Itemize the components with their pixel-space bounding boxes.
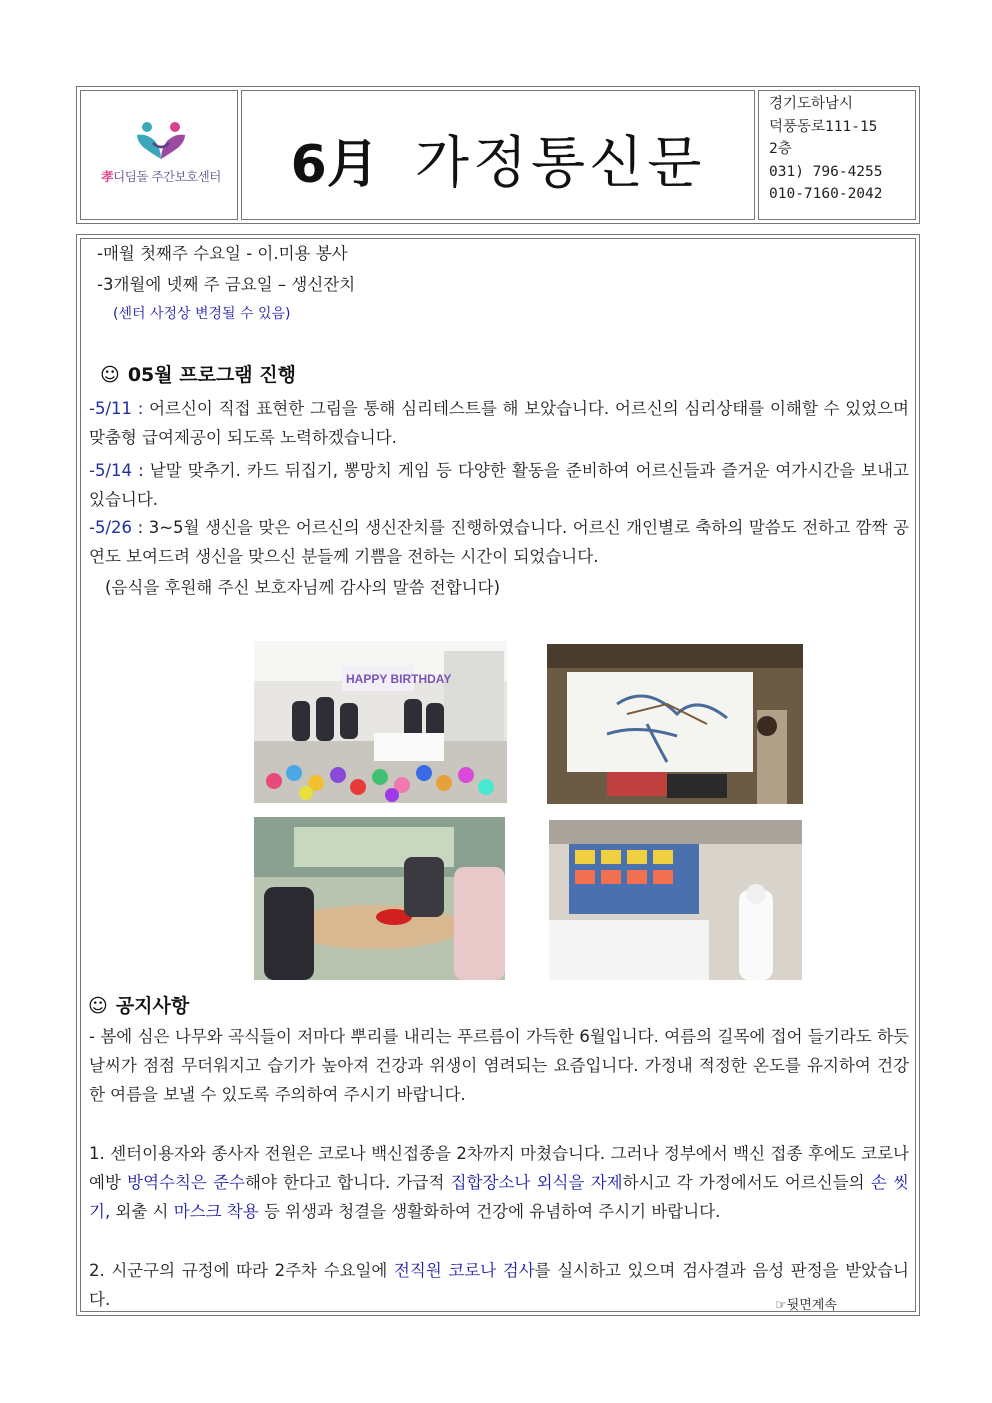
- thanks-note: (음식을 후원해 주신 보호자님께 감사의 말씀 전합니다): [105, 578, 501, 597]
- program-date: -5/26: [89, 518, 133, 537]
- center-logo-icon: [133, 121, 189, 161]
- address-line: 덕풍동로111-15: [769, 118, 878, 135]
- continued-on-back: ☞뒷면계속: [775, 1298, 837, 1313]
- title-month: 6月: [290, 135, 379, 195]
- notice-intro: - 봄에 심은 나무와 곡식들이 저마다 뿌리를 내리는 푸르름이 가득한 6월입니다. 여름의 길목에 접어 들기라도 하듯 날씨가 점점 무더워지고 습기가 높아져 건강과 위생이 염려되는 요즘입니다. 가정내 적정한 온도를 유지하여 건강한 여름을 보낼 수 있도록 주의하여 주시기 바랍니다.: [89, 1027, 909, 1104]
- phone-line: 031) 796-4255: [769, 163, 883, 180]
- address-line: 2층: [769, 141, 792, 157]
- notice-item-2: 2. 시군구의 규정에 따라 2주차 수요일에 전직원 코로나 검사를 실시하고 있으며 검사결과 음성 판정을 받았습니다.: [89, 1261, 909, 1309]
- program-date: -5/11 :: [89, 399, 144, 418]
- photo-disinfection: [549, 820, 802, 980]
- photo-birthday-party: [254, 641, 507, 803]
- notice-heading: ☺ 공지사항: [88, 995, 190, 1017]
- page-title: [242, 119, 754, 199]
- notice-item-1: 1. 센터이용자와 종사자 전원은 코로나 백신접종을 2차까지 마쳤습니다. 그러나 정부에서 백신 접종 후에도 코로나 예방 방역수칙은 준수해야 한다고 합니다. 가급적 집합장소나 외식을 자제하시고 각 가정에서도 어르신들의 손 씻기, 외출 시 마스크 착용 등 위생과 청결을 생활화하여 건강에 유념하여 주시기 바랍니다.: [89, 1144, 909, 1221]
- program-item-0526: -5/26 : 3~5월 생신을 맞은 어르신의 생신잔치를 진행하였습니다. 어르신 개인별로 축하의 말씀도 전하고 깜짝 공연도 보여드려 생신을 맞으신 분들께 기쁨을 전하는 시간이 되었습니다.: [89, 518, 909, 566]
- program-heading: ☺ 05월 프로그램 진행: [100, 364, 296, 386]
- mobile-line: 010-7160-2042: [769, 186, 883, 202]
- address-line: 경기도하남시: [769, 96, 854, 112]
- address-cell: [758, 90, 916, 220]
- smiley-icon: ☺: [100, 364, 120, 386]
- logo-text: 孝디딤돌 주간보호센터: [101, 169, 221, 184]
- logo-cell: [80, 90, 238, 220]
- smiley-icon: ☺: [88, 995, 108, 1017]
- program-item-0514: -5/14 : 낱말 맞추기. 카드 뒤집기, 뽕망치 게임 등 다양한 활동을 준비하여 어르신들과 즐거운 여가시간을 보내고 있습니다.: [89, 461, 909, 509]
- schedule-note: (센터 사정상 변경될 수 있음): [113, 306, 291, 322]
- program-item-0511: -5/11 : 어르신이 직접 표현한 그림을 통해 심리테스트를 해 보았습니다. 어르신의 심리상태를 이해할 수 있었으며 맞춤형 급여제공이 되도록 노력하겠습니다.: [89, 399, 909, 447]
- schedule-line-2: -3개월에 넷째 주 금요일 – 생신잔치: [97, 275, 356, 294]
- header-table: [76, 86, 920, 224]
- schedule-line-1: -매월 첫째주 수요일 - 이.미용 봉사: [97, 244, 348, 263]
- banner-text: HAPPY BIRTHDAY: [346, 672, 452, 686]
- photo-drawing-test: [547, 644, 803, 804]
- title-cell: [241, 90, 755, 220]
- title-main: 가정통신문: [414, 131, 706, 196]
- photo-game-activity: [254, 817, 505, 980]
- program-date: -5/14: [89, 461, 133, 480]
